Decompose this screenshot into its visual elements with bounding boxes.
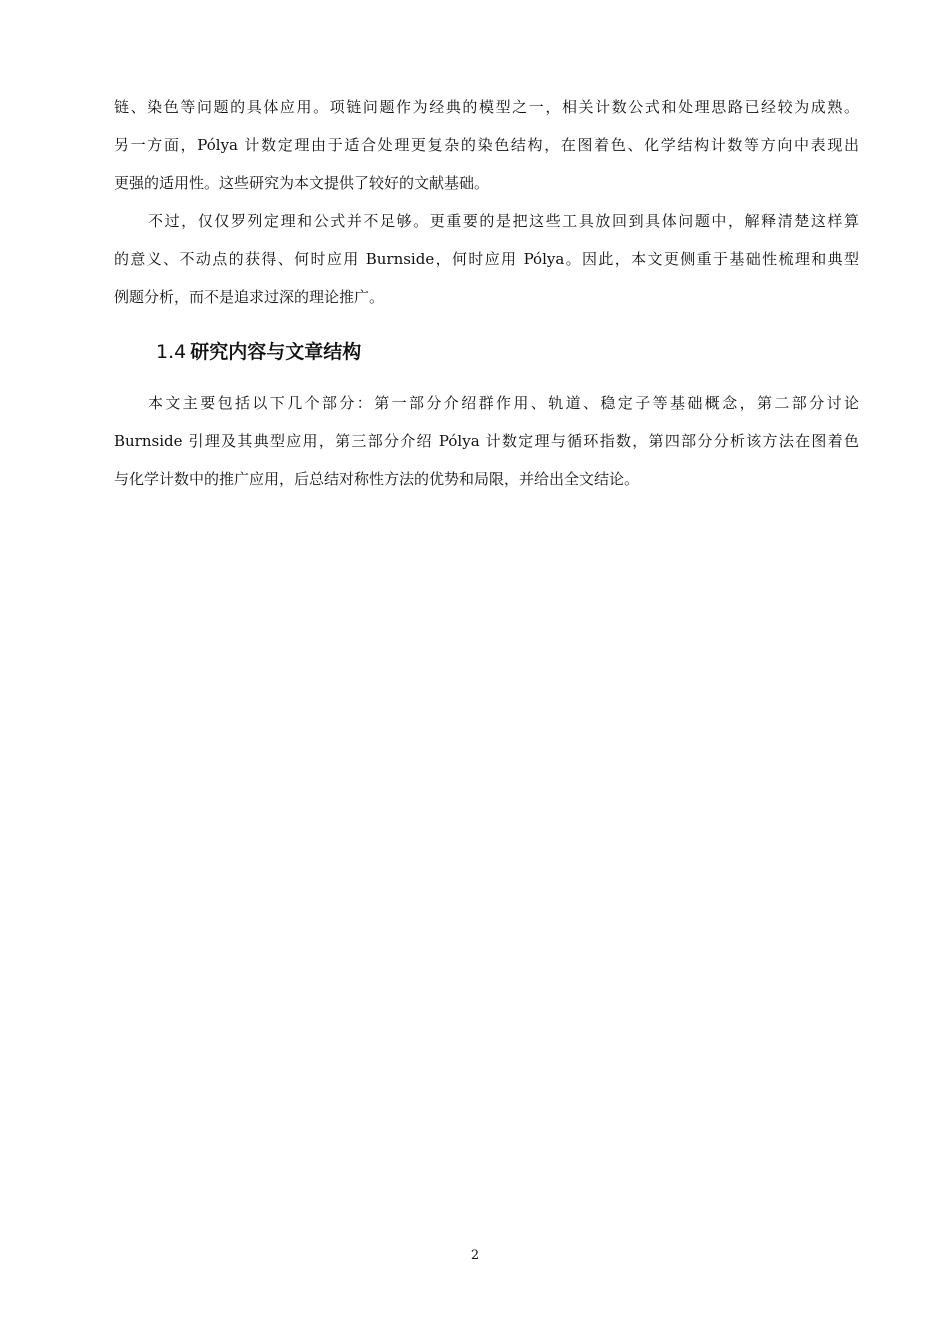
paragraph-3-line-2: Burnside 引理及其典型应用，第三部分介绍 Pólya 计数定理与循环指数，第四部分分析该方法在图着色 [114,432,859,450]
paragraph-1-line-1: 链、染色等问题的具体应用。项链问题作为经典的模型之一，相关计数公式和处理思路已经较为成熟。 [114,98,859,116]
paragraph-2-line-1: 不过，仅仅罗列定理和公式并不足够。更重要的是把这些工具放回到具体问题中，解释清楚这样算 [148,212,859,230]
section-heading [156,340,361,364]
page-number: 2 [470,1248,480,1263]
section-title: 研究内容与文章结构 [190,341,362,363]
paragraph-2-line-2: 的意义、不动点的获得、何时应用 Burnside，何时应用 Pólya。因此，本文更侧重于基础性梳理和典型 [114,250,859,268]
paragraph-3-line-1: 本文主要包括以下几个部分：第一部分介绍群作用、轨道、稳定子等基础概念，第二部分讨论 [148,394,859,412]
paragraph-3-line-3: 与化学计数中的推广应用，后总结对称性方法的优势和局限，并给出全文结论。 [114,470,640,488]
paragraph-1-line-3: 更强的适用性。这些研究为本文提供了较好的文献基础。 [114,174,490,192]
paragraph-1-line-2: 另一方面，Pólya 计数定理由于适合处理更复杂的染色结构，在图着色、化学结构计数等方向中表现出 [114,136,859,154]
paragraph-2-line-3: 例题分析，而不是追求过深的理论推广。 [114,288,385,306]
section-number: 1.4 [156,341,187,363]
